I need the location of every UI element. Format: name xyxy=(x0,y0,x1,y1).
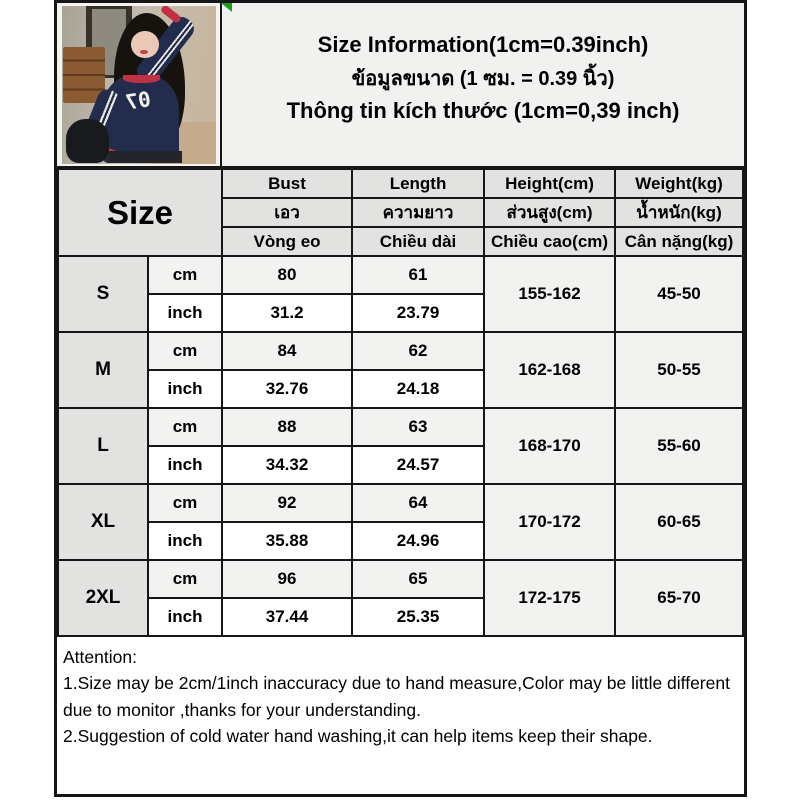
size-header-cell: Size xyxy=(58,169,222,256)
weight-cell: 55-60 xyxy=(615,408,743,484)
attention-notes xyxy=(57,637,744,794)
bust-cm-cell: 84 xyxy=(222,332,352,370)
col-header-length-th: ความยาว xyxy=(352,198,484,227)
size-info-title-vi: Thông tin kích thước (1cm=0,39 inch) xyxy=(286,97,680,123)
col-header-height-en: Height(cm) xyxy=(484,169,615,198)
header-row-en xyxy=(58,169,743,198)
col-header-length-vi: Chiều dài xyxy=(352,227,484,256)
length-cm-cell: 61 xyxy=(352,256,484,294)
size-info-title-th: ข้อมูลขนาด (1 ซม. = 0.39 นิ้ว) xyxy=(351,67,615,90)
length-inch-cell: 24.57 xyxy=(352,446,484,484)
unit-cell: cm xyxy=(148,484,222,522)
size-cell: 2XL xyxy=(58,560,148,636)
size-cell: S xyxy=(58,256,148,332)
weight-cell: 50-55 xyxy=(615,332,743,408)
col-header-weight-en: Weight(kg) xyxy=(615,169,743,198)
size-cell: L xyxy=(58,408,148,484)
unit-cell: cm xyxy=(148,256,222,294)
col-header-weight-vi: Cân nặng(kg) xyxy=(615,227,743,256)
bust-inch-cell: 32.76 xyxy=(222,370,352,408)
size-row-s-cm xyxy=(58,256,743,294)
photo-cell xyxy=(57,3,222,166)
length-cm-cell: 63 xyxy=(352,408,484,446)
bust-inch-cell: 31.2 xyxy=(222,294,352,332)
size-cell: M xyxy=(58,332,148,408)
size-cell: XL xyxy=(58,484,148,560)
size-info-title-en: Size Information(1cm=0.39inch) xyxy=(317,31,649,57)
weight-cell: 60-65 xyxy=(615,484,743,560)
size-row-2xl-cm xyxy=(58,560,743,598)
attention-line-1: 1.Size may be 2cm/1inch inaccuracy due to hand measure,Color may be little different due to monitor ,thanks for your understanding. xyxy=(63,673,730,720)
col-header-bust-vi: Vòng eo xyxy=(222,227,352,256)
height-cell: 172-175 xyxy=(484,560,615,636)
col-header-length-en: Length xyxy=(352,169,484,198)
unit-cell: inch xyxy=(148,294,222,332)
bust-cm-cell: 80 xyxy=(222,256,352,294)
length-cm-cell: 64 xyxy=(352,484,484,522)
weight-cell: 65-70 xyxy=(615,560,743,636)
size-row-m-cm xyxy=(58,332,743,370)
size-chart-panel xyxy=(54,0,747,797)
height-cell: 168-170 xyxy=(484,408,615,484)
col-header-bust-en: Bust xyxy=(222,169,352,198)
col-header-weight-th: น้ำหนัก(kg) xyxy=(615,198,743,227)
height-cell: 170-172 xyxy=(484,484,615,560)
col-header-height-vi: Chiều cao(cm) xyxy=(484,227,615,256)
size-info-header xyxy=(222,3,744,166)
unit-cell: inch xyxy=(148,522,222,560)
unit-cell: cm xyxy=(148,332,222,370)
col-header-bust-th: เอว xyxy=(222,198,352,227)
size-table xyxy=(57,168,744,637)
bust-inch-cell: 37.44 xyxy=(222,598,352,636)
size-row-l-cm xyxy=(58,408,743,446)
unit-cell: cm xyxy=(148,560,222,598)
length-cm-cell: 62 xyxy=(352,332,484,370)
length-cm-cell: 65 xyxy=(352,560,484,598)
photo-black-bag xyxy=(66,119,109,163)
unit-cell: cm xyxy=(148,408,222,446)
attention-title: Attention: xyxy=(63,647,137,667)
top-section xyxy=(57,3,744,168)
bust-cm-cell: 88 xyxy=(222,408,352,446)
photo-dark-pants xyxy=(108,151,182,164)
height-cell: 155-162 xyxy=(484,256,615,332)
length-inch-cell: 24.18 xyxy=(352,370,484,408)
bust-cm-cell: 96 xyxy=(222,560,352,598)
attention-line-2: 2.Suggestion of cold water hand washing,it can help items keep their shape. xyxy=(63,725,653,746)
bust-inch-cell: 34.32 xyxy=(222,446,352,484)
length-inch-cell: 25.35 xyxy=(352,598,484,636)
col-header-height-th: ส่วนสูง(cm) xyxy=(484,198,615,227)
size-row-xl-cm xyxy=(58,484,743,522)
unit-cell: inch xyxy=(148,598,222,636)
product-photo xyxy=(62,6,216,164)
photo-red-collar xyxy=(123,75,160,83)
weight-cell: 45-50 xyxy=(615,256,743,332)
bust-inch-cell: 35.88 xyxy=(222,522,352,560)
bust-cm-cell: 92 xyxy=(222,484,352,522)
height-cell: 162-168 xyxy=(484,332,615,408)
photo-shirt-number: 07 xyxy=(124,87,153,116)
unit-cell: inch xyxy=(148,446,222,484)
length-inch-cell: 23.79 xyxy=(352,294,484,332)
length-inch-cell: 24.96 xyxy=(352,522,484,560)
unit-cell: inch xyxy=(148,370,222,408)
